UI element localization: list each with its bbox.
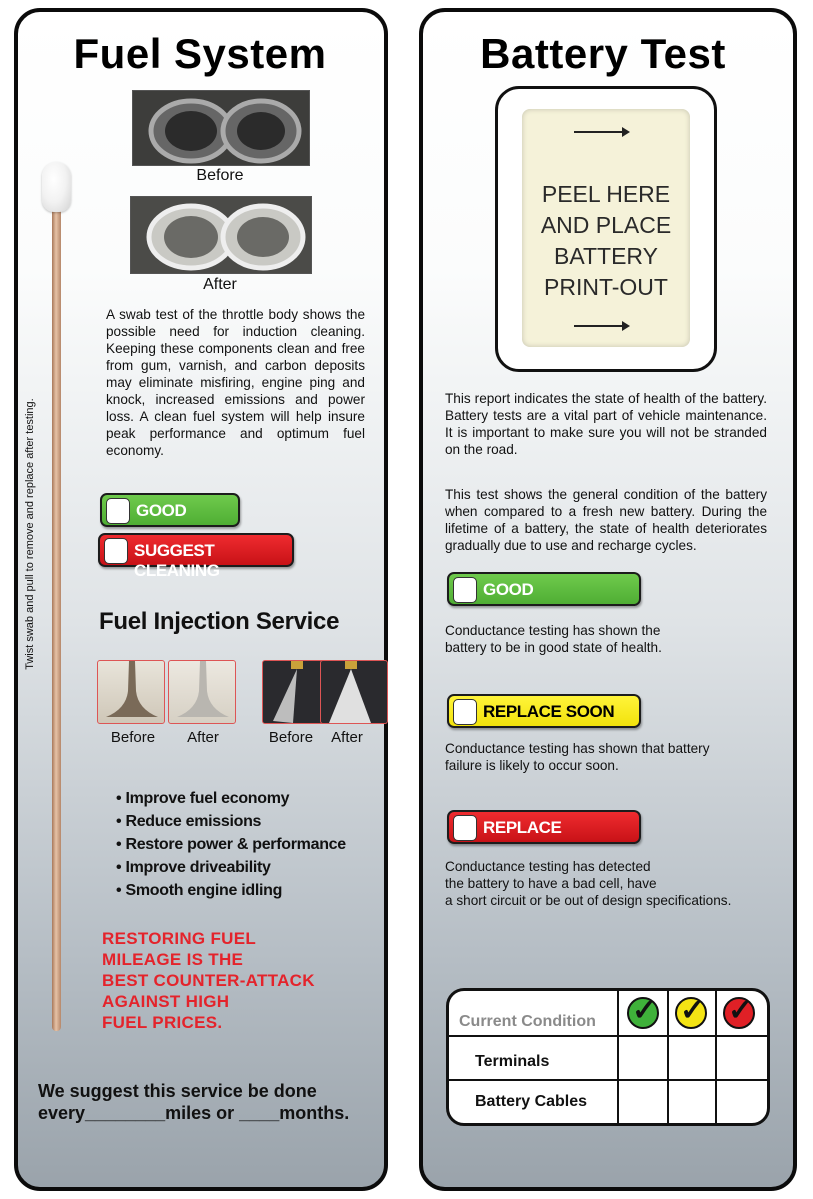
replace-label: REPLACE [483, 818, 562, 837]
battery-intro: This report indicates the state of health of the battery. Battery tests are a vital part of vehicle maintenance. It is important to make sure you will not be stranded on the road. [445, 391, 767, 457]
suggest-cleaning-checkbox[interactable] [104, 538, 128, 564]
fuel-good-label: GOOD [136, 501, 187, 520]
table-row-terminals: Terminals [475, 1053, 550, 1070]
fuel-price-warning: RESTORING FUEL MILEAGE IS THE BEST COUNTER-ATTACK AGAINST HIGH FUEL PRICES. [102, 929, 315, 1032]
battery-good-label: GOOD [483, 580, 534, 599]
swab-stick[interactable] [52, 176, 61, 1031]
replace-checkbox[interactable] [453, 815, 477, 841]
suggest-cleaning-badge[interactable] [98, 533, 294, 580]
replace-text: Conductance testing has detected the battery to have a bad cell, have a short circuit or be out of design specifications. [445, 859, 732, 908]
fuel-injection-title: Fuel Injection Service [99, 608, 340, 635]
inj-after-caption-1: After [187, 729, 219, 746]
condition-table [446, 988, 770, 1126]
swab-head-icon [42, 162, 71, 212]
benefit-item: • Smooth engine idling [116, 882, 283, 899]
cables-replace-soon-cell[interactable] [669, 1081, 715, 1123]
before-caption: Before [196, 167, 244, 184]
replace-soon-text: Conductance testing has shown that battery failure is likely to occur soon. [445, 741, 710, 773]
replace-soon-checkbox[interactable] [453, 699, 477, 725]
battery-good-checkbox[interactable] [453, 577, 477, 603]
replace-soon-badge[interactable] [447, 694, 641, 728]
service-interval-note: We suggest this service be done every________miles or ____months. [38, 1081, 350, 1123]
sticker-text: PEEL HERE AND PLACE BATTERY PRINT-OUT [540, 181, 672, 300]
battery-printout-sticker[interactable] [495, 86, 717, 372]
cables-replace-cell[interactable] [717, 1081, 769, 1123]
suggest-cleaning-label: SUGGEST CLEANING [134, 541, 220, 580]
terminals-good-cell[interactable] [619, 1037, 667, 1079]
fuel-good-checkbox[interactable] [106, 498, 130, 524]
battery-good-text: Conductance testing has shown the battery to be in good state of health. [445, 623, 662, 655]
after-caption: After [203, 276, 237, 293]
benefit-item: • Improve fuel economy [116, 790, 290, 807]
benefit-item: • Reduce emissions [116, 813, 262, 830]
battery-good-badge[interactable] [447, 572, 641, 606]
yellow-check-icon: ✓ [675, 997, 707, 1029]
inj-before-caption-1: Before [110, 729, 156, 746]
fuel-description: A swab test of the throttle body shows the possible need for induction cleaning. Keeping these components clean and free from gum, varnish, and carbon deposits may eliminate misfiring, engine ping and knock, increased emissions and power loss. A clean fuel system will help insure peak performance and optimum fuel economy. [106, 307, 365, 458]
arrow-right-icon [574, 131, 624, 133]
replace-badge[interactable] [447, 810, 641, 844]
terminals-replace-cell[interactable] [717, 1037, 769, 1079]
benefits-list [116, 787, 346, 902]
cables-good-cell[interactable] [619, 1081, 667, 1123]
valve-after-photo [168, 660, 236, 724]
inj-after-caption-2: After [331, 729, 363, 746]
peel-area[interactable] [522, 109, 690, 347]
inj-before-caption-2: Before [268, 729, 314, 746]
valve-before-photo [97, 660, 165, 724]
battery-general: This test shows the general condition of the battery when compared to a fresh new battery. During the lifetime of a battery, the state of health deteriorates gradually due to use and recharge cycles. [445, 487, 767, 553]
benefit-item: • Restore power & performance [116, 836, 346, 853]
benefit-item: • Improve driveability [116, 859, 271, 876]
fuel-system-title: Fuel System [73, 30, 327, 77]
swab-instruction: Twist swab and pull to remove and replace after testing. [24, 398, 36, 670]
current-condition-header: Current Condition [459, 1013, 596, 1030]
throttle-after-photo [130, 196, 312, 274]
green-check-icon: ✓ [627, 997, 659, 1029]
fuel-good-badge[interactable] [100, 493, 240, 527]
arrow-right-icon [574, 325, 624, 327]
throttle-before-photo [132, 90, 310, 166]
battery-test-title: Battery Test [480, 30, 726, 77]
red-check-icon: ✓ [723, 997, 755, 1029]
replace-soon-label: REPLACE SOON [483, 702, 615, 721]
injector-after-photo [320, 660, 388, 724]
terminals-replace-soon-cell[interactable] [669, 1037, 715, 1079]
table-row-battery-cables: Battery Cables [475, 1093, 588, 1110]
